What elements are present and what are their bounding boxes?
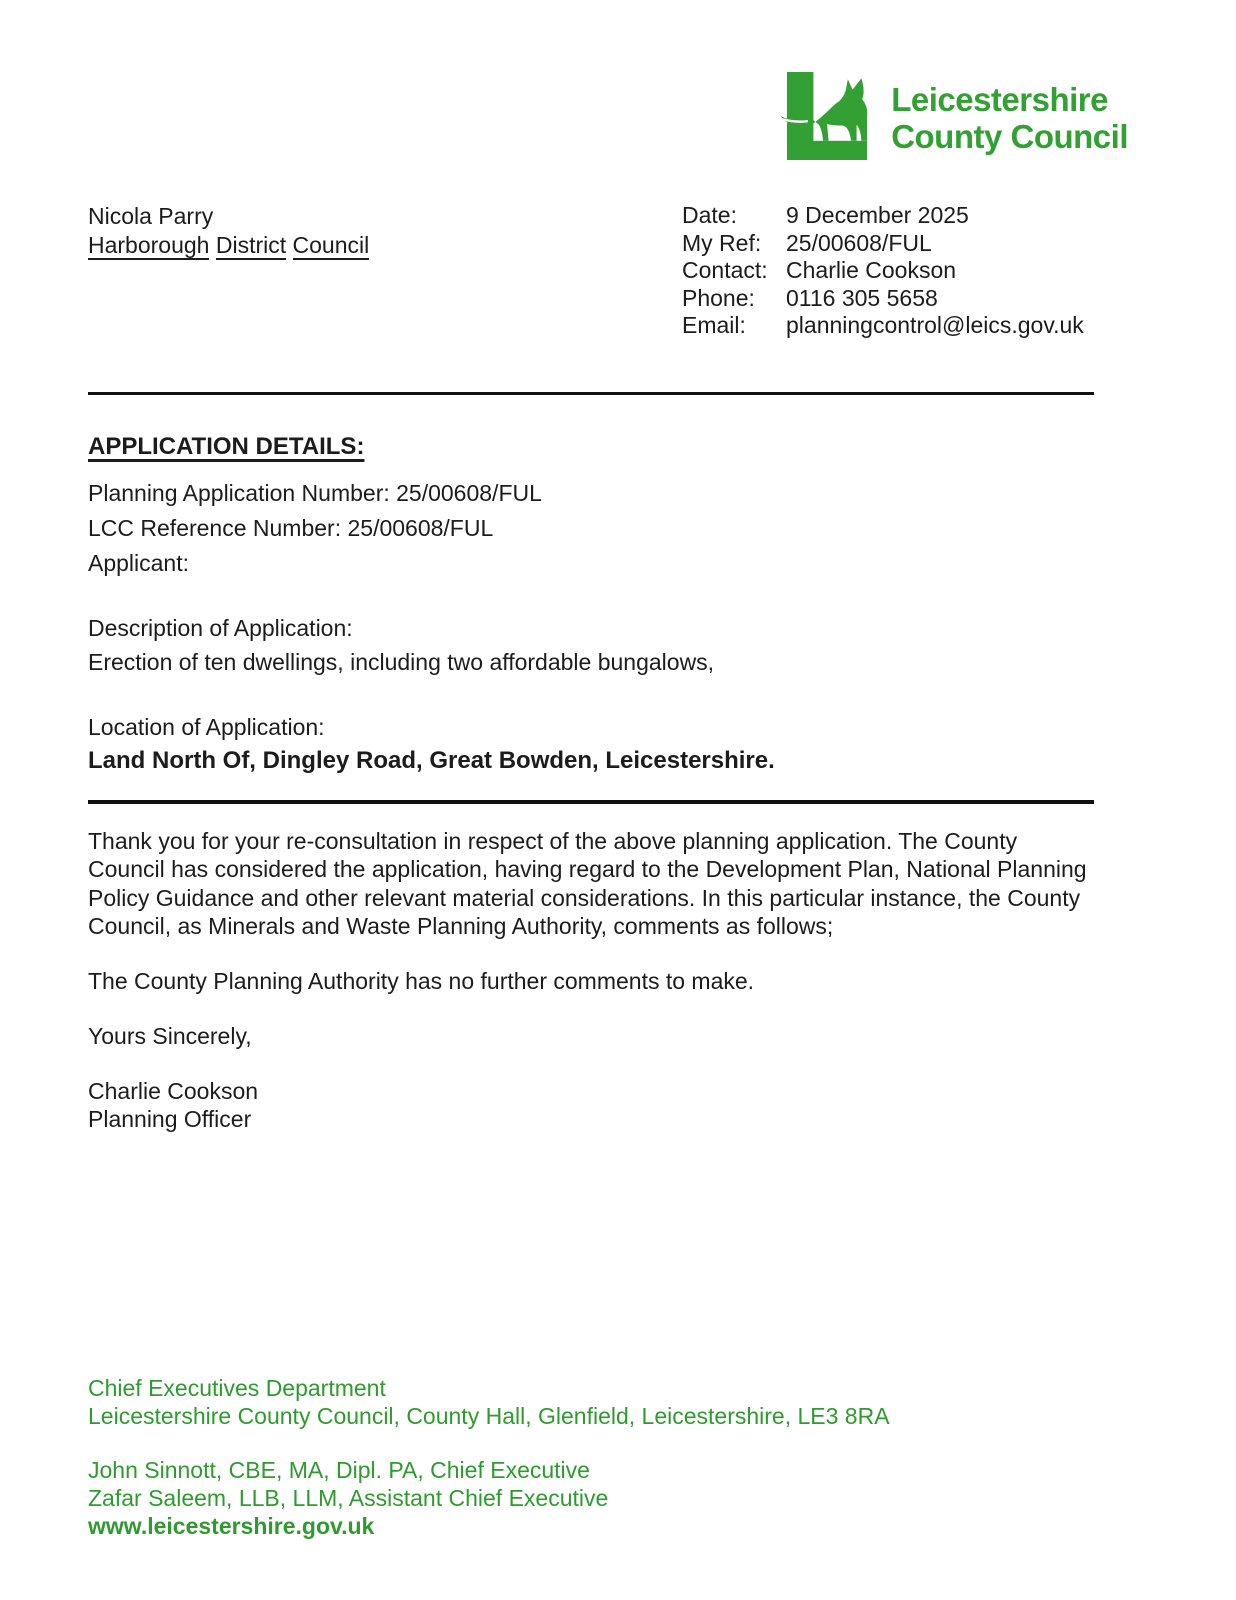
planning-application-number: Planning Application Number: 25/00608/FUL (88, 479, 542, 506)
applicant-line: Applicant: (88, 549, 190, 576)
signature-name: Charlie Cookson (88, 1077, 259, 1104)
footer (88, 1374, 890, 1540)
signature-title: Planning Officer (88, 1105, 252, 1132)
council-logo (779, 68, 1128, 168)
horizontal-rule-bottom (88, 800, 1094, 804)
meta-row-contact (682, 257, 1140, 285)
logo-line-2: County Council (891, 118, 1128, 155)
email-label: Email: (682, 312, 746, 338)
meta-row-email (682, 312, 1140, 340)
footer-department: Chief Executives Department (88, 1375, 386, 1401)
no-comments-line: The County Planning Authority has no further comments to make. (88, 967, 755, 994)
reference-block (682, 202, 1140, 340)
contact-value: Charlie Cookson (786, 257, 957, 283)
logo-line-1: Leicestershire (891, 81, 1108, 118)
phone-value: 0116 305 5658 (786, 284, 938, 311)
application-details-heading: APPLICATION DETAILS: (88, 432, 365, 460)
date-value: 9 December 2025 (786, 202, 969, 228)
myref-label: My Ref: (682, 229, 762, 256)
body-paragraph-line: Policy Guidance and other relevant material considerations. In this particular instance, the County (88, 884, 1081, 911)
phone-label: Phone: (682, 284, 755, 311)
footer-address: Leicestershire County Council, County Hall, Glenfield, Leicestershire, LE3 8RA (88, 1403, 890, 1429)
myref-value: 25/00608/FUL (786, 229, 932, 256)
body-paragraph-line: Council, as Minerals and Waste Planning Authority, comments as follows; (88, 913, 834, 939)
addressee-block (88, 202, 369, 340)
description-text: Erection of ten dwellings, including two affordable bungalows, (88, 648, 715, 675)
header (0, 0, 1236, 168)
council-logo-text (891, 81, 1128, 155)
addressee-name: Nicola Parry (88, 203, 214, 229)
body-paragraph (88, 827, 1140, 941)
address-row (88, 202, 1140, 340)
meta-row-phone (682, 285, 1140, 313)
description-label: Description of Application: (88, 614, 353, 641)
contact-label: Contact: (682, 257, 768, 283)
location-text: Land North Of, Dingley Road, Great Bowden, Leicestershire. (88, 746, 775, 774)
footer-executive-1: John Sinnott, CBE, MA, Dipl. PA, Chief Executive (88, 1457, 590, 1483)
meta-row-myref (682, 230, 1140, 258)
addressee-organisation: Harborough District Council (88, 232, 370, 258)
meta-row-date (682, 202, 1140, 230)
horizontal-rule-top (88, 392, 1094, 395)
footer-executive-2: Zafar Saleem, LLB, LLM, Assistant Chief Executive (88, 1485, 609, 1511)
lcc-reference-number: LCC Reference Number: 25/00608/FUL (88, 514, 494, 541)
body-paragraph-line: Thank you for your re-consultation in respect of the above planning application. The County (88, 827, 1018, 854)
location-label: Location of Application: (88, 713, 325, 740)
footer-website: www.leicestershire.gov.uk (88, 1513, 375, 1539)
footer-spacer (88, 1430, 890, 1456)
email-value: planningcontrol@leics.gov.uk (786, 312, 1084, 338)
closing-line: Yours Sincerely, (88, 1022, 252, 1049)
body-paragraph-line: Council has considered the application, having regard to the Development Plan, National Planning (88, 856, 1087, 882)
date-label: Date: (682, 202, 737, 228)
signature-block (88, 1077, 1140, 1133)
fox-logo-icon (779, 67, 883, 170)
